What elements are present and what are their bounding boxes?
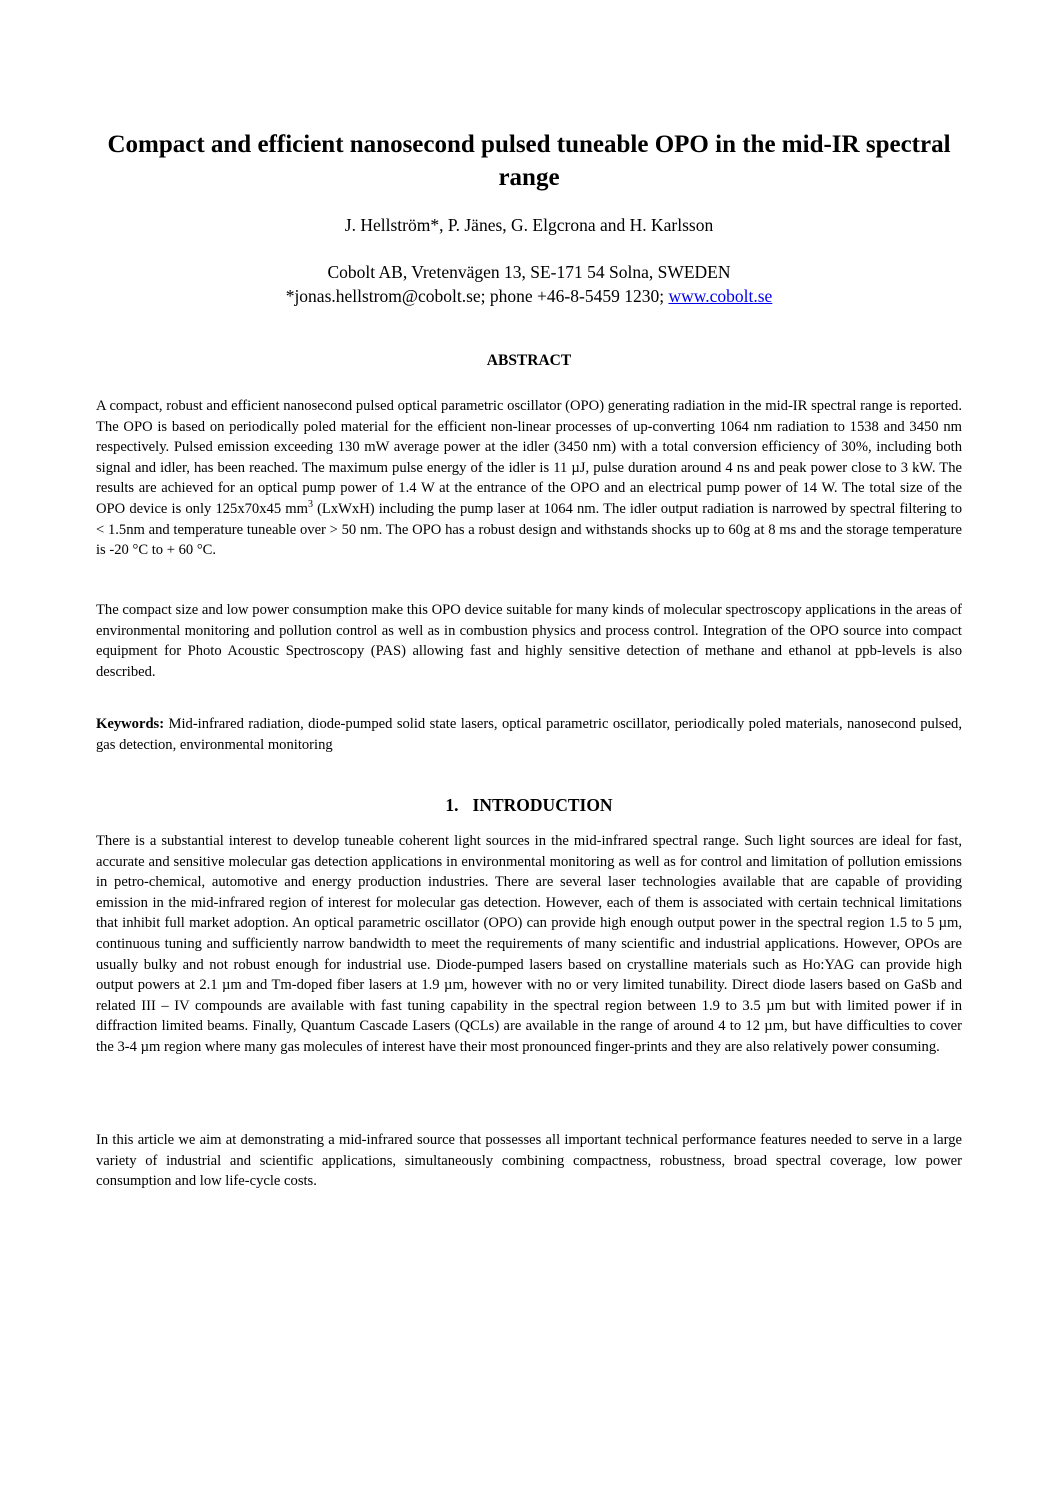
section-title: INTRODUCTION	[472, 795, 613, 815]
contact-info: *jonas.hellstrom@cobolt.se; phone +46-8-5459 1230;	[285, 286, 669, 306]
author-list: J. Hellström*, P. Jänes, G. Elgcrona and H. Karlsson	[344, 215, 714, 235]
keywords-text: Mid-infrared radiation, diode-pumped solid state lasers, optical parametric oscillator, periodically poled materials, nanosecond pulsed, gas detection, environmental monitoring	[96, 716, 962, 753]
abstract-text-1b: (LxWxH) including the pump laser at 1064 nm. The idler output radiation is narrowed by spectral filtering to < 1.5nm and temperature tuneable over > 50 nm. The OPO has a robust design and withstands shocks up to 60g at 8 ms and the storage temperature is -20 °C to + 60 °C.	[96, 500, 962, 559]
introduction-paragraph-1: There is a substantial interest to develop tuneable coherent light sources in the mid-infrared spectral range. Such light sources are ideal for fast, accurate and sensitive molecular gas detection applications in environmental monitoring as well as for control and limitation of pollution emissions in petro-chemical, automotive and energy production industries. There are several laser technologies available that are capable of providing emission in the mid-infrared region of interest for molecular gas detection. However, each of them is associated with certain technical limitations that inhibit full market adoption. An optical parametric oscillator (OPO) can provide high enough output power in the spectral region 1.5 to 5 µm, continuous tuning and sufficiently narrow bandwidth to meet the requirements of many scientific and industrial applications. However, OPOs are usually bulky and not robust enough for industrial use. Diode-pumped lasers based on crystalline materials such as Ho:YAG can provide high output powers at 2.1 µm and Tm-doped fiber lasers at 1.9 µm, however with no or very limited tunability. Direct diode lasers based on GaSb and related III – IV compounds are available with fast tuning capability in the spectral region between 1.9 to 3.5 µm but with limited power if in diffraction limited beams. Finally, Quantum Cascade Lasers (QCLs) are available in the range of around 4 to 12 µm, but have difficulties to cover the 3-4 µm region where many gas molecules of interest have their most pronounced finger-prints and they are also relatively power consuming.	[96, 833, 962, 1055]
contact-line	[96, 284, 962, 308]
abstract-heading: ABSTRACT	[486, 352, 572, 369]
superscript-3: 3	[307, 499, 313, 511]
keywords	[96, 714, 962, 755]
abstract-text-1a: A compact, robust and efficient nanosecond pulsed optical parametric oscillator (OPO) generating radiation in the mid-IR spectral range is reported. The OPO is based on periodically poled material for the efficient non-linear processes of up-converting 1064 nm radiation to 1538 and 3450 nm respectively. Pulsed emission exceeding 130 mW average power at the idler (3450 nm) with a total conversion efficiency of 30%, including both signal and idler, has been reached. The maximum pulse energy of the idler is 11 µJ, pulse duration around 4 ns and peak power close to 3 kW. The results are achieved for an optical pump power of 1.4 W at the entrance of the OPO and an electrical pump power of 14 W. The total size of the OPO device is only 125x70x45 mm	[96, 398, 962, 517]
introduction-heading	[96, 795, 962, 816]
website-link[interactable]: www.cobolt.se	[668, 286, 773, 306]
section-number: 1.	[445, 795, 459, 815]
abstract-paragraph-1	[96, 396, 962, 561]
paper-title: Compact and efficient nanosecond pulsed tuneable OPO in the mid-IR spectral range	[107, 131, 951, 191]
affiliation-block	[96, 260, 962, 308]
keywords-label: Keywords:	[96, 716, 165, 732]
abstract-paragraph-2: The compact size and low power consumption make this OPO device suitable for many kinds of molecular spectroscopy applications in the areas of environmental monitoring and pollution control as well as in combustion physics and process control. Integration of the OPO source into compact equipment for Photo Acoustic Spectroscopy (PAS) allowing fast and highly sensitive detection of methane and ethanol at ppb-levels is also described.	[96, 602, 962, 680]
affiliation: Cobolt AB, Vretenvägen 13, SE-171 54 Solna, SWEDEN	[327, 262, 731, 282]
introduction-paragraph-2: In this article we aim at demonstrating a mid-infrared source that possesses all important technical performance features needed to serve in a large variety of industrial and scientific applications, simultaneously combining compactness, robustness, broad spectral coverage, low power consumption and low life-cycle costs.	[96, 1132, 962, 1190]
